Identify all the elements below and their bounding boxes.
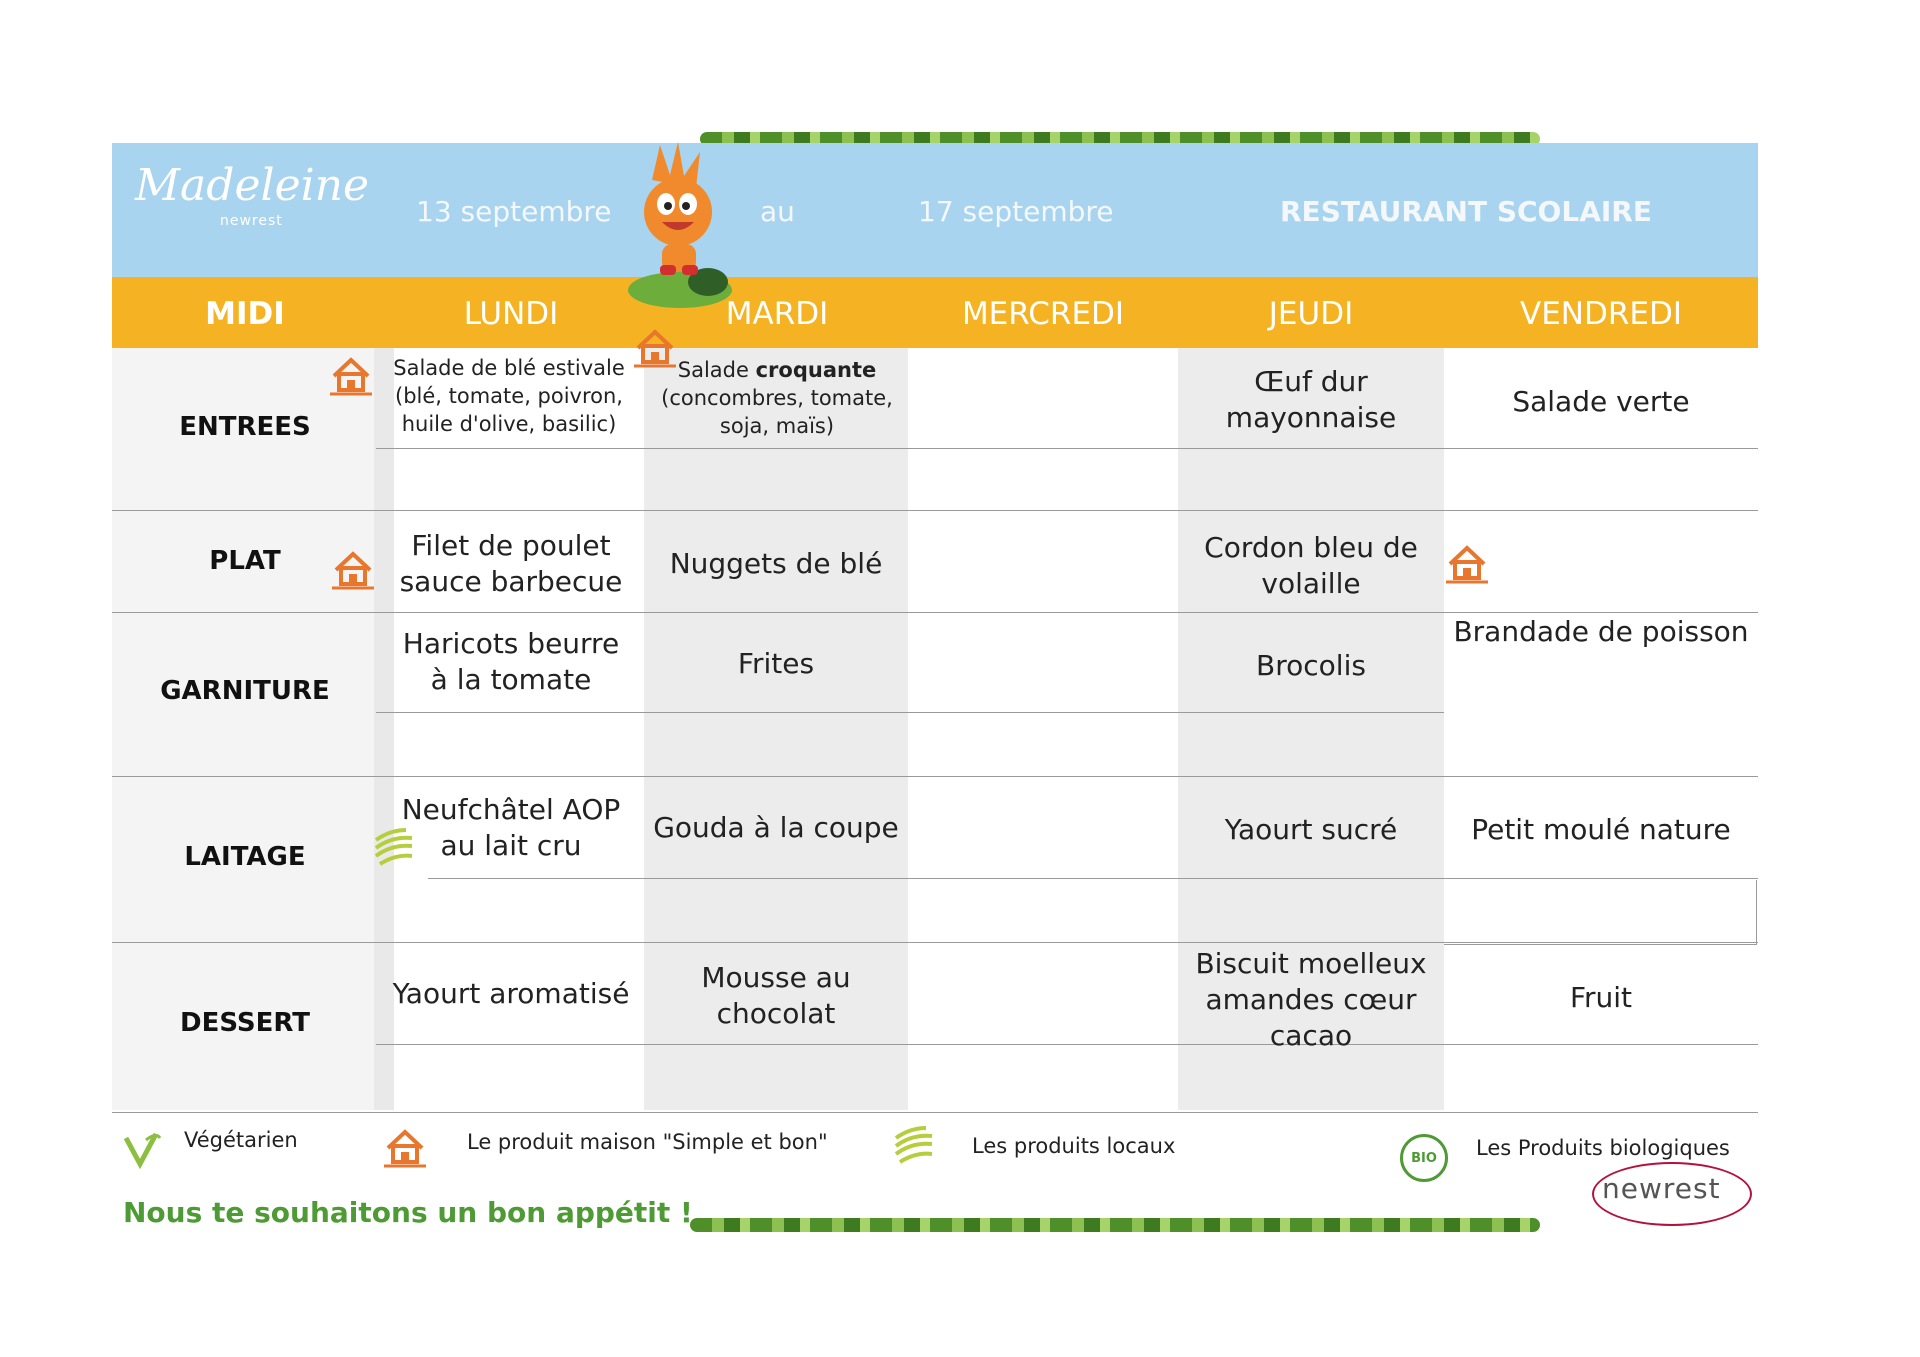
row-label-dessert: DESSERT	[180, 1008, 310, 1038]
day-mardi: MARDI	[725, 296, 829, 332]
entrees-mardi	[652, 356, 902, 440]
plat-lundi-line1: Filet de poulet	[411, 529, 611, 562]
entrees-jeudi-line2: mayonnaise	[1225, 401, 1397, 434]
brand-sub: newrest	[220, 213, 283, 229]
row-divider	[112, 510, 1758, 511]
date-end: 17 septembre	[918, 195, 1114, 228]
vegetarian-icon	[122, 1130, 162, 1170]
dessert-jeudi	[1178, 946, 1444, 1054]
legend-locaux: Les produits locaux	[972, 1134, 1176, 1158]
day-mercredi: MERCREDI	[961, 296, 1125, 332]
house-icon	[382, 1124, 428, 1170]
row-label-laitage: LAITAGE	[184, 842, 306, 872]
date-start: 13 septembre	[416, 195, 612, 228]
bio-icon-label: BIO	[1411, 1150, 1437, 1166]
plat-jeudi-line2: volaille	[1261, 567, 1361, 600]
laitage-mardi: Gouda à la coupe	[653, 811, 899, 844]
plat-lundi-line2: sauce barbecue	[399, 565, 623, 598]
newrest-logo	[1592, 1162, 1752, 1226]
legend-maison: Le produit maison "Simple et bon"	[467, 1130, 828, 1154]
plat-mardi: Nuggets de blé	[669, 547, 883, 580]
entrees-mardi-line2: (concombres, tomate,	[661, 386, 893, 410]
garniture-jeudi: Brocolis	[1256, 649, 1366, 682]
entrees-lundi-line3: huile d'olive, basilic)	[401, 412, 617, 436]
dessert-mardi	[644, 960, 908, 1032]
entrees-lundi	[392, 354, 626, 438]
entrees-jeudi-line1: Œuf dur	[1254, 365, 1368, 398]
row-label-entrees: ENTREES	[179, 412, 311, 442]
laitage-jeudi: Yaourt sucré	[1224, 813, 1398, 846]
laitage-lundi-line2: au lait cru	[440, 829, 582, 862]
garniture-lundi	[378, 626, 644, 698]
brand-logo: Madeleine	[135, 160, 370, 211]
legend-bio: Les Produits biologiques	[1476, 1136, 1730, 1160]
date-separator: au	[760, 195, 795, 228]
newrest-logo-text: newrest	[1602, 1172, 1721, 1205]
laitage-lundi-line1: Neufchâtel AOP	[401, 793, 621, 826]
bio-icon	[1400, 1134, 1448, 1182]
laitage-vendredi: Petit moulé nature	[1471, 813, 1731, 846]
garniture-lundi-line1: Haricots beurre	[402, 627, 620, 660]
laitage-box	[1444, 880, 1757, 945]
dessert-jeudi-line2: amandes cœur	[1205, 983, 1417, 1016]
restaurant-title: RESTAURANT SCOLAIRE	[1280, 195, 1652, 228]
footer-message: Nous te souhaitons un bon appétit !	[123, 1196, 693, 1229]
legend-vegetarien: Végétarien	[184, 1128, 298, 1152]
row-divider	[112, 1112, 1758, 1113]
plat-vendredi: Brandade de poisson	[1453, 615, 1749, 648]
entrees-mardi-line1a: Salade	[677, 358, 749, 382]
day-lundi: LUNDI	[463, 296, 559, 332]
row-divider	[112, 776, 1758, 777]
row-label-garniture: GARNITURE	[160, 676, 330, 706]
dessert-jeudi-line1: Biscuit moelleux	[1195, 947, 1427, 980]
dessert-mardi-line1: Mousse au	[701, 961, 851, 994]
day-vendredi: VENDREDI	[1520, 296, 1682, 332]
day-midi: MIDI	[205, 296, 285, 332]
dessert-mardi-line2: chocolat	[716, 997, 836, 1030]
house-icon	[1444, 540, 1490, 586]
dessert-jeudi-line3: cacao	[1269, 1019, 1353, 1052]
plat-lundi	[378, 528, 644, 600]
dessert-lundi: Yaourt aromatisé	[392, 977, 630, 1010]
bottom-leaf-decoration	[690, 1218, 1540, 1232]
house-icon	[328, 352, 374, 398]
house-icon	[330, 546, 376, 592]
cell-underline	[376, 448, 1758, 449]
entrees-mardi-line3: soja, maïs)	[719, 414, 835, 438]
cell-underline	[428, 878, 1758, 879]
mascot-illustration	[612, 140, 742, 315]
row-divider	[112, 612, 1758, 613]
entrees-mardi-line1b: croquante	[755, 358, 877, 382]
entrees-vendredi: Salade verte	[1512, 385, 1690, 418]
garniture-mardi: Frites	[737, 647, 815, 680]
local-product-icon	[892, 1124, 936, 1164]
plat-jeudi-line1: Cordon bleu de	[1204, 531, 1418, 564]
entrees-jeudi	[1178, 364, 1444, 436]
cell-underline	[376, 1044, 1758, 1045]
cell-underline	[376, 712, 1444, 713]
entrees-lundi-line1: Salade de blé estivale	[393, 356, 625, 380]
row-label-column	[112, 348, 374, 1110]
laitage-lundi	[378, 792, 644, 864]
plat-jeudi	[1178, 530, 1444, 602]
garniture-lundi-line2: à la tomate	[430, 663, 592, 696]
row-label-plat: PLAT	[209, 546, 281, 576]
dessert-vendredi: Fruit	[1569, 981, 1633, 1014]
day-jeudi: JEUDI	[1268, 296, 1354, 332]
entrees-lundi-line2: (blé, tomate, poivron,	[395, 384, 623, 408]
